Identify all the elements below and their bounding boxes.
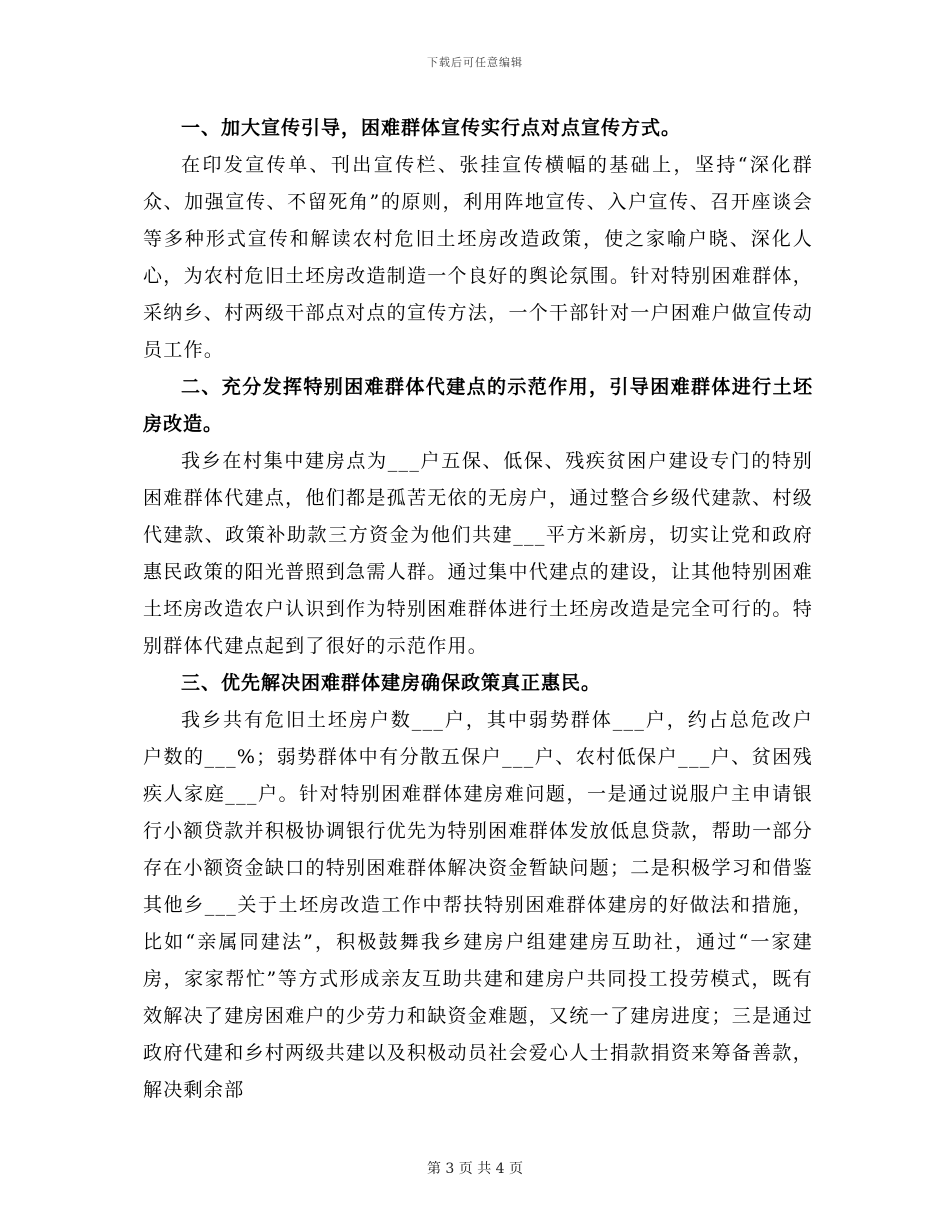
document-body xyxy=(143,110,813,1109)
section-1-body: 在印发宣传单、刊出宣传栏、张挂宣传横幅的基础上，坚持“深化群众、加强宣传、不留死角”的原则，利用阵地宣传、入户宣传、召开座谈会等多种形式宣传和解读农村危旧土坯房改造政策，使之家喻户晓、深化人心，为农村危旧土坯房改造制造一个良好的舆论氛围。针对特别困难群体，采纳乡、村两级干部点对点的宣传方法，一个干部针对一户困难户做宣传动员工作。 xyxy=(143,154,813,361)
page-number-footer: 第 3 页 共 4 页 xyxy=(426,1161,524,1177)
section-3-heading: 三、优先解决困难群体建房确保政策真正惠民。 xyxy=(181,672,602,694)
section-3-body: 我乡共有危旧土坯房户数___户，其中弱势群体___户，约占总危改户户数的___%；弱势群体中有分散五保户___户、农村低保户___户、贫困残疾人家庭___户。针对特别困难群体建房难问题，一是通过说服户主申请银行小额贷款并积极协调银行优先为特别困难群体发放低息贷款，帮助一部分存在小额资金缺口的特别困难群体解决资金暂缺问题；二是积极学习和借鉴其他乡___关于土坯房改造工作中帮扶特别困难群体建房的好做法和措施，比如“亲属同建法”，积极鼓舞我乡建房户组建建房互助社，通过“一家建房，家家帮忙”等方式形成亲友互助共建和建房户共同投工投劳模式，既有效解决了建房困难户的少劳力和缺资金难题，又统一了建房进度；三是通过政府代建和乡村两级共建以及积极动员社会爱心人士捐款捐资来筹备善款，解决剩余部 xyxy=(143,709,813,1101)
section-1-heading: 一、加大宣传引导，困难群体宣传实行点对点宣传方式。 xyxy=(181,117,682,139)
section-2-heading: 二、充分发挥特别困难群体代建点的示范作用，引导困难群体进行土坯房改造。 xyxy=(143,376,813,435)
section-2-body: 我乡在村集中建房点为___户五保、低保、残疾贫困户建设专门的特别困难群体代建点，他们都是孤苦无依的无房户，通过整合乡级代建款、村级代建款、政策补助款三方资金为他们共建___平方米新房，切实让党和政府惠民政策的阳光普照到急需人群。通过集中代建点的建设，让其他特别困难土坯房改造农户认识到作为特别困难群体进行土坯房改造是完全可行的。特别群体代建点起到了很好的示范作用。 xyxy=(143,450,813,657)
page-header-note: 下载后可任意编辑 xyxy=(427,56,523,69)
